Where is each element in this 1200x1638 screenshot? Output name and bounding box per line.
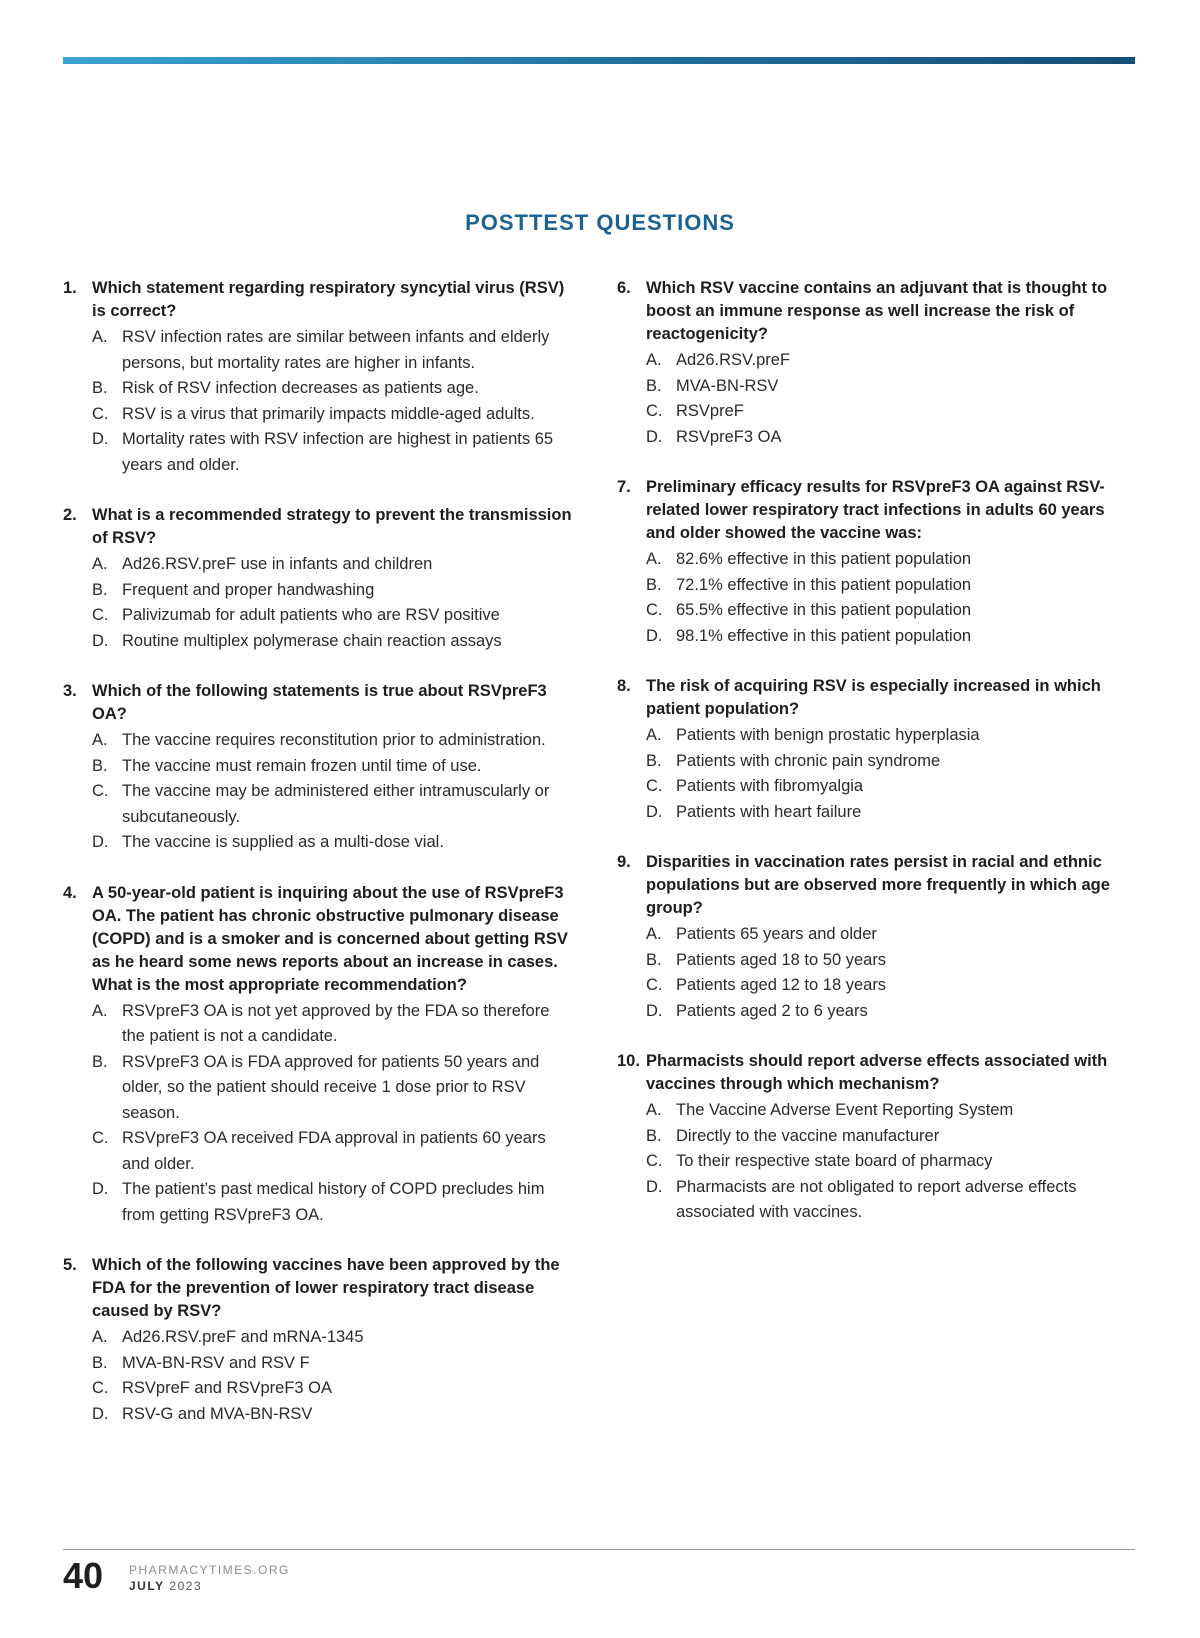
option-text: Patients aged 18 to 50 years — [676, 950, 887, 969]
option-text: Ad26.RSV.preF and mRNA-1345 — [122, 1328, 364, 1346]
question-5 — [63, 1254, 573, 1427]
option-text: Frequent and proper handwashing — [122, 580, 375, 599]
answer-option[interactable] — [646, 723, 1127, 749]
option-letter: A. — [92, 328, 108, 346]
answer-option[interactable] — [92, 1402, 573, 1428]
answer-options — [646, 723, 1127, 825]
option-letter: C. — [92, 1129, 109, 1147]
option-text: RSVpreF3 OA — [676, 427, 782, 446]
footer-year: 2023 — [169, 1579, 203, 1593]
question-text: Which RSV vaccine contains an adjuvant that is thought to boost an immune response as well increase the risk of reactogenicity? — [646, 279, 1108, 343]
option-text: 98.1% effective in this patient population — [676, 626, 972, 645]
answer-option[interactable] — [92, 376, 573, 402]
option-text: Directly to the vaccine manufacturer — [676, 1126, 940, 1145]
answer-options — [646, 348, 1127, 450]
option-letter: A. — [646, 351, 662, 369]
answer-option[interactable] — [92, 402, 573, 428]
option-text: RSVpreF3 OA received FDA approval in patients 60 years and older. — [122, 1129, 546, 1173]
option-text: The vaccine is supplied as a multi-dose vial. — [122, 833, 444, 851]
answer-options — [92, 552, 573, 654]
question-number: 4. — [63, 883, 77, 902]
option-text: The Vaccine Adverse Event Reporting System — [676, 1101, 1014, 1119]
question-6 — [617, 277, 1127, 450]
option-text: RSVpreF3 OA is not yet approved by the FDA so therefore the patient is not a candidate. — [122, 1001, 550, 1045]
right-column — [617, 277, 1127, 1252]
option-letter: C. — [646, 976, 663, 994]
option-letter: A. — [646, 550, 662, 568]
option-letter: B. — [92, 580, 108, 599]
left-column — [63, 277, 573, 1453]
answer-options — [92, 325, 573, 478]
option-text: RSVpreF and RSVpreF3 OA — [122, 1379, 333, 1397]
answer-options — [646, 547, 1127, 649]
question-number: 6. — [617, 279, 631, 297]
question-text: A 50-year-old patient is inquiring about the use of RSVpreF3 OA. The patient has chronic obstructive pulmonary disease (COPD) and is a smoker and is concerned about getting RSV as he heard some news reports about an increase in cases. What is the most appropriate recommendation? — [92, 883, 568, 994]
option-letter: A. — [92, 1328, 108, 1346]
answer-option[interactable] — [646, 800, 1127, 826]
option-letter: C. — [92, 1379, 109, 1397]
option-letter: C. — [646, 777, 663, 795]
answer-options — [646, 922, 1127, 1024]
option-letter: C. — [646, 402, 663, 420]
question-4 — [63, 882, 573, 1229]
option-text: Pharmacists are not obligated to report adverse effects associated with vaccines. — [676, 1177, 1077, 1221]
option-text: MVA-BN-RSV and RSV F — [122, 1353, 310, 1372]
answer-options — [92, 728, 573, 856]
option-text: The vaccine must remain frozen until time of use. — [122, 756, 482, 775]
question-text: Pharmacists should report adverse effects associated with vaccines through which mechanism? — [646, 1052, 1108, 1093]
question-3 — [63, 680, 573, 856]
answer-option[interactable] — [646, 1098, 1127, 1124]
answer-option[interactable] — [646, 1124, 1127, 1150]
option-text: Risk of RSV infection decreases as patients age. — [122, 379, 479, 397]
answer-option[interactable] — [92, 779, 573, 830]
option-text: The vaccine may be administered either intramuscularly or subcutaneously. — [122, 782, 550, 826]
option-letter: B. — [92, 756, 108, 775]
option-letter: B. — [92, 1353, 108, 1372]
answer-option[interactable] — [92, 603, 573, 629]
question-number: 3. — [63, 682, 77, 700]
answer-option[interactable] — [92, 1325, 573, 1351]
option-text: 65.5% effective in this patient population — [676, 601, 972, 619]
option-letter: C. — [92, 404, 109, 423]
question-number: 8. — [617, 677, 631, 695]
answer-option[interactable] — [646, 1149, 1127, 1175]
footer-issue-date — [129, 1579, 202, 1593]
answer-option[interactable] — [92, 754, 573, 780]
question-number: 5. — [63, 1256, 77, 1274]
question-8 — [617, 675, 1127, 825]
answer-option[interactable] — [92, 325, 573, 376]
question-10 — [617, 1050, 1127, 1226]
answer-option[interactable] — [646, 624, 1127, 650]
question-text: Preliminary efficacy results for RSVpreF3 OA against RSV-related lower respiratory tract infections in adults 60 years and older showed the vaccine was: — [646, 478, 1105, 542]
answer-option[interactable] — [92, 552, 573, 578]
option-letter: D. — [646, 427, 663, 446]
option-text: Routine multiplex polymerase chain reaction assays — [122, 631, 502, 650]
option-letter: B. — [646, 575, 662, 594]
question-number: 9. — [617, 853, 631, 871]
answer-options — [92, 999, 573, 1229]
option-letter: C. — [646, 1152, 663, 1170]
question-9 — [617, 851, 1127, 1024]
option-letter: D. — [92, 430, 109, 448]
option-text: Ad26.RSV.preF — [676, 351, 791, 369]
option-text: Palivizumab for adult patients who are RSV positive — [122, 606, 500, 624]
answer-option[interactable] — [92, 999, 573, 1050]
option-text: Patients with heart failure — [676, 802, 862, 821]
question-text: The risk of acquiring RSV is especially increased in which patient population? — [646, 677, 1101, 718]
option-letter: B. — [646, 751, 662, 770]
answer-option[interactable] — [646, 598, 1127, 624]
answer-option[interactable] — [646, 1175, 1127, 1226]
question-1 — [63, 277, 573, 478]
option-letter: B. — [646, 1126, 662, 1145]
answer-option[interactable] — [646, 749, 1127, 775]
answer-option[interactable] — [646, 425, 1127, 451]
option-letter: B. — [646, 950, 662, 969]
answer-option[interactable] — [92, 1177, 573, 1228]
option-letter: B. — [92, 379, 108, 397]
question-number: 1. — [63, 279, 77, 297]
option-letter: D. — [646, 1001, 663, 1020]
option-text: The patient’s past medical history of COPD precludes him from getting RSVpreF3 OA. — [122, 1180, 545, 1224]
answer-option[interactable] — [646, 573, 1127, 599]
question-text: Which statement regarding respiratory syncytial virus (RSV) is correct? — [92, 279, 565, 320]
footer-month: JULY — [129, 1579, 165, 1593]
option-letter: D. — [92, 1180, 109, 1198]
option-text: Patients with chronic pain syndrome — [676, 751, 941, 770]
answer-option[interactable] — [92, 1351, 573, 1377]
option-text: 82.6% effective in this patient population — [676, 550, 972, 568]
option-text: Patients with benign prostatic hyperplasia — [676, 726, 980, 744]
answer-option[interactable] — [646, 547, 1127, 573]
top-accent-bar — [63, 57, 1135, 64]
option-text: MVA-BN-RSV — [676, 376, 779, 395]
option-letter: B. — [646, 376, 662, 395]
footer-divider — [63, 1549, 1135, 1550]
option-letter: C. — [92, 606, 109, 624]
answer-option[interactable] — [92, 578, 573, 604]
option-text: The vaccine requires reconstitution prior to administration. — [122, 731, 546, 749]
option-letter: D. — [92, 833, 109, 851]
question-number: 10. — [617, 1052, 640, 1070]
answer-option[interactable] — [646, 399, 1127, 425]
answer-option[interactable] — [646, 999, 1127, 1025]
answer-option[interactable] — [92, 830, 573, 856]
option-letter: A. — [92, 555, 108, 573]
option-letter: A. — [646, 1101, 662, 1119]
option-text: RSV-G and MVA-BN-RSV — [122, 1404, 313, 1423]
question-number: 2. — [63, 506, 77, 524]
option-text: Patients aged 2 to 6 years — [676, 1001, 868, 1020]
question-text: What is a recommended strategy to prevent the transmission of RSV? — [92, 506, 572, 547]
answer-option[interactable] — [646, 973, 1127, 999]
option-text: RSVpreF3 OA is FDA approved for patients 50 years and older, so the patient should receive 1 dose prior to RSV season. — [122, 1052, 540, 1122]
option-text: Patients with fibromyalgia — [676, 777, 864, 795]
option-letter: D. — [92, 1404, 109, 1423]
option-letter: C. — [646, 601, 663, 619]
answer-option[interactable] — [92, 1376, 573, 1402]
option-letter: C. — [92, 782, 109, 800]
footer-site-name: PHARMACYTIMES.ORG — [129, 1563, 290, 1577]
page-title: POSTTEST QUESTIONS — [465, 210, 735, 235]
option-letter: A. — [646, 726, 662, 744]
answer-option[interactable] — [646, 774, 1127, 800]
answer-option[interactable] — [646, 348, 1127, 374]
answer-option[interactable] — [92, 1126, 573, 1177]
answer-option[interactable] — [646, 374, 1127, 400]
option-text: RSV infection rates are similar between infants and elderly persons, but mortality rates are higher in infants. — [122, 328, 550, 372]
answer-option[interactable] — [646, 922, 1127, 948]
option-letter: D. — [646, 802, 663, 821]
option-letter: A. — [92, 731, 108, 749]
answer-options — [646, 1098, 1127, 1226]
answer-option[interactable] — [92, 629, 573, 655]
option-text: RSVpreF — [676, 402, 744, 420]
option-text: Mortality rates with RSV infection are highest in patients 65 years and older. — [122, 430, 554, 474]
answer-option[interactable] — [92, 427, 573, 478]
option-text: Patients aged 12 to 18 years — [676, 976, 887, 994]
option-text: 72.1% effective in this patient population — [676, 575, 972, 594]
page-number: 40 — [63, 1555, 104, 1596]
question-7 — [617, 476, 1127, 649]
option-text: To their respective state board of pharmacy — [676, 1152, 993, 1170]
answer-options — [92, 1325, 573, 1427]
option-text: Patients 65 years and older — [676, 925, 877, 943]
option-text: RSV is a virus that primarily impacts middle-aged adults. — [122, 404, 535, 423]
option-letter: D. — [646, 1177, 663, 1196]
answer-option[interactable] — [92, 728, 573, 754]
question-text: Which of the following statements is true about RSVpreF3 OA? — [92, 682, 547, 723]
question-text: Which of the following vaccines have been approved by the FDA for the prevention of lower respiratory tract disease caused by RSV? — [92, 1256, 560, 1320]
answer-option[interactable] — [92, 1050, 573, 1127]
question-2 — [63, 504, 573, 654]
option-text: Ad26.RSV.preF use in infants and children — [122, 555, 433, 573]
answer-option[interactable] — [646, 948, 1127, 974]
option-letter: D. — [646, 626, 663, 645]
option-letter: D. — [92, 631, 109, 650]
option-letter: A. — [92, 1001, 108, 1020]
option-letter: B. — [92, 1052, 108, 1071]
question-text: Disparities in vaccination rates persist in racial and ethnic populations but are observed more frequently in which age group? — [646, 853, 1110, 917]
question-number: 7. — [617, 478, 631, 496]
option-letter: A. — [646, 925, 662, 943]
